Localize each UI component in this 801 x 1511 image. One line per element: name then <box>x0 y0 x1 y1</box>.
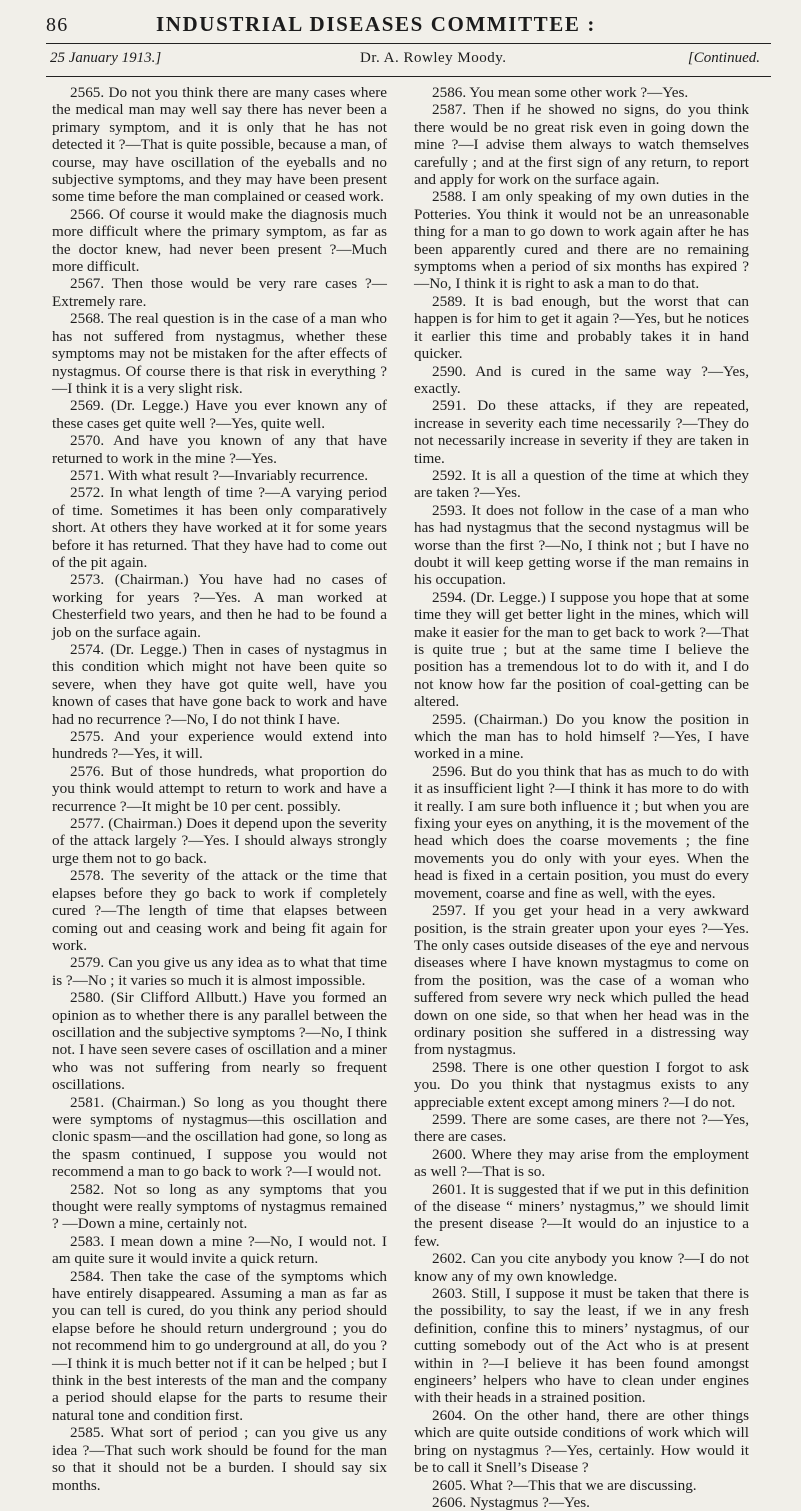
page-number: 86 <box>46 14 69 36</box>
paragraph: 2593. It does not follow in the case of a man who has had nystagmus that the second nystagmus will be worse than the first ?—No, I think not ; but I have no doubt it will keep getting worse if the man remains in his occupation. <box>414 501 749 589</box>
paragraph: 2598. There is one other question I forgot to ask you. Do you think that nystagmus exists to any appreciable extent except among miners ?—I do not. <box>414 1058 749 1111</box>
paragraph: 2566. Of course it would make the diagnosis much more difficult where the primary symptom, as far as the doctor knew, had never been present ?—Much more difficult. <box>52 205 387 276</box>
right-column <box>414 84 749 1511</box>
paragraph: 2571. With what result ?—Invariably recurrence. <box>70 466 369 484</box>
paragraph: 2596. But do you think that has as much to do with it as insufficient light ?—I think it has more to do with it really. I am sure both influence it ; but when you are fixing your eyes on anything, it is the movement of the head which does the coarse movements ; the fine movements you do only with your eyes. When the head is fixed in a certain position, you must do every movement, coarse and fine as well, with the eyes. <box>414 762 749 902</box>
paragraph: 2583. I mean down a mine ?—No, I would not. I am quite sure it would invite a quick return. <box>52 1232 387 1268</box>
paragraph: 2565. Do not you think there are many cases where the medical man may well say there has never been a primary symptom, and it is only that he has not detected it ?—That is quite possible, because a man, of course, may have oscillation of the eyeballs and no subjective symptoms, and they may have been present some time before the man complained or ceased work. <box>52 84 387 206</box>
continued-label: [Continued. <box>687 50 760 66</box>
paragraph: 2574. (Dr. Legge.) Then in cases of nystagmus in this condition which might not have been quite so severe, when they have got quite well, have you known of cases that have gone back to work and have had no recurrence ?—No, I do not think I have. <box>52 641 387 728</box>
paragraph: 2601. It is suggested that if we put in this definition of the disease “ miners’ nystagmus,” we should limit the present disease ?—It would do an injustice to a few. <box>414 1180 749 1250</box>
paragraph: 2569. (Dr. Legge.) Have you ever known any of these cases get quite well ?—Yes, quite well. <box>52 397 387 432</box>
running-title: INDUSTRIAL DISEASES COMMITTEE : <box>156 12 596 36</box>
paragraph: 2605. What ?—This that we are discussing. <box>432 1476 697 1494</box>
paragraph: 2580. (Sir Clifford Allbutt.) Have you formed an opinion as to whether there is any parallel between the oscillation and the subjective symptoms ?—No, I think not. I have seen severe cases of oscillation and a miner who was not suffering from nearly so frequent oscillations. <box>52 989 387 1094</box>
paragraph: 2575. And your experience would extend into hundreds ?—Yes, it will. <box>52 728 387 763</box>
sub-header <box>50 50 770 72</box>
paragraph: 2606. Nystagmus ?—Yes. <box>432 1493 590 1511</box>
paragraph: 2603. Still, I suppose it must be taken that there is the possibility, to say the least, if we in any fresh definition, confine this to miners’ nystagmus, of our cutting somebody out of the Act who is at present within in ?—I believe it has been found amongst engineers’ helpers who have to clean under engines with their heads in a strained position. <box>414 1285 749 1407</box>
paragraph: 2576. But of those hundreds, what proportion do you think would attempt to return to work and have a recurrence ?—It might be 10 per cent. possibly. <box>52 762 387 815</box>
paragraph: 2597. If you get your head in a very awkward position, is the strain greater upon your eyes ?—Yes. The only cases outside diseases of the eye and nervous diseases where I have known mystagmus to come on from the position, was the case of a woman who suffered from severe wry neck which pulled the head down on one side, so that when her head was in the ordinary position she suffered in a distressing way from nystagmus. <box>414 902 749 1059</box>
paragraph: 2581. (Chairman.) So long as you thought there were symptoms of nystagmus—this oscillation and clonic spasm—and the oscillation had gone, so long as the spasm continued, I suppose you would not recommend a man to go back to work ?—I would not. <box>52 1093 387 1181</box>
paragraph: 2585. What sort of period ; can you give us any idea ?—That such work should be found for the man so that it should not be a burden. I should say six months. <box>52 1424 387 1494</box>
paragraph: 2592. It is all a question of the time at which they are taken ?—Yes. <box>414 466 749 502</box>
paragraph: 2578. The severity of the attack or the time that elapses before they go back to work if completely cured ?—The length of time that elapses between coming out and ceasing work and being fit again for work. <box>52 867 387 954</box>
paragraph: 2590. And is cured in the same way ?—Yes, exactly. <box>414 362 749 397</box>
left-column <box>52 84 387 1494</box>
paragraph: 2577. (Chairman.) Does it depend upon the severity of the attack largely ?—Yes. I should always strongly urge them not to go back. <box>52 815 387 867</box>
header-rule-bottom <box>46 76 771 77</box>
paragraph: 2588. I am only speaking of my own duties in the Potteries. You think it would not be an unreasonable thing for a man to go down to work again after he has been apparently cured and there are no remaining symptoms when a period of six months has expired ?—No, I think it is right to ask a man to do that. <box>414 188 749 293</box>
paragraph: 2594. (Dr. Legge.) I suppose you hope that at some time they will get better light in the mines, which will make it easier for the man to get back to work ?—That is quite true ; but at the same time I believe the position has a tremendous lot to do with it, and I do not know how far the position of coal-getting can be altered. <box>414 588 749 711</box>
paragraph: 2573. (Chairman.) You have had no cases of working for years ?—Yes. A man worked at Chesterfield two years, and then he had to be found a job on the surface again. <box>52 571 387 641</box>
witness-name: Dr. A. Rowley Moody. <box>360 50 507 66</box>
page-header <box>46 12 766 37</box>
paragraph: 2568. The real question is in the case of a man who has not suffered from nystagmus, whether these symptoms may not be mistaken for the after effects of nystagmus. Of course there is that risk in everything ? —I think it is a very slight risk. <box>52 310 387 397</box>
paragraph: 2599. There are some cases, are there not ?—Yes, there are cases. <box>414 1110 749 1146</box>
paragraph: 2567. Then those would be very rare cases ?—Extremely rare. <box>52 275 387 310</box>
paragraph: 2587. Then if he showed no signs, do you think there would be no great risk even in going down the mine ?—I advise them always to watch themselves carefully ; and at the first sign of any return, to report and apply for work on the surface again. <box>414 101 749 189</box>
hearing-date: 25 January 1913.] <box>50 50 162 66</box>
paragraph: 2584. Then take the case of the symptoms which have entirely disappeared. Assuming a man as far as you can tell is cured, do you think any period should elapse before he should return underground ; you do not recommend him to go underground at all, do you ? —I think it is much better not if it can be helped ; but I think in the best interests of the man and the company a period should elapse for the parts to resume their natural tone and condition first. <box>52 1267 387 1424</box>
paragraph: 2591. Do these attacks, if they are repeated, increase in severity each time necessarily ?—They do not necessarily increase in severity if they are taken in time. <box>414 397 749 467</box>
paragraph: 2572. In what length of time ?—A varying period of time. Sometimes it has been only comparatively short. At others they have worked at it for some years before it has returned. That they have had to come out of the pit again. <box>52 484 387 571</box>
paragraph: 2602. Can you cite anybody you know ?—I do not know any of my own knowledge. <box>414 1250 749 1285</box>
paragraph: 2604. On the other hand, there are other things which are quite outside conditions of work which will bring on nystagmus ?—Yes, certainly. How would it be to call it Snell’s Disease ? <box>414 1406 749 1477</box>
paragraph: 2595. (Chairman.) Do you know the position in which the man has to hold himself ?—Yes, I have worked in a mine. <box>414 710 749 763</box>
paragraph: 2589. It is bad enough, but the worst that can happen is for him to get it again ?—Yes, but he notices it earlier this time and probably takes it in hand quicker. <box>414 292 749 363</box>
paragraph: 2570. And have you known of any that have returned to work in the mine ?—Yes. <box>52 432 387 467</box>
paragraph: 2586. You mean some other work ?—Yes. <box>432 84 689 101</box>
paragraph: 2579. Can you give us any idea as to what that time is ?—No ; it varies so much it is almost impossible. <box>52 954 387 989</box>
header-rule-top <box>46 43 771 44</box>
paragraph: 2582. Not so long as any symptoms that you thought were really symptoms of nystagmus remained ? —Down a mine, certainly not. <box>52 1180 387 1233</box>
paragraph: 2600. Where they may arise from the employment as well ?—That is so. <box>414 1145 749 1181</box>
